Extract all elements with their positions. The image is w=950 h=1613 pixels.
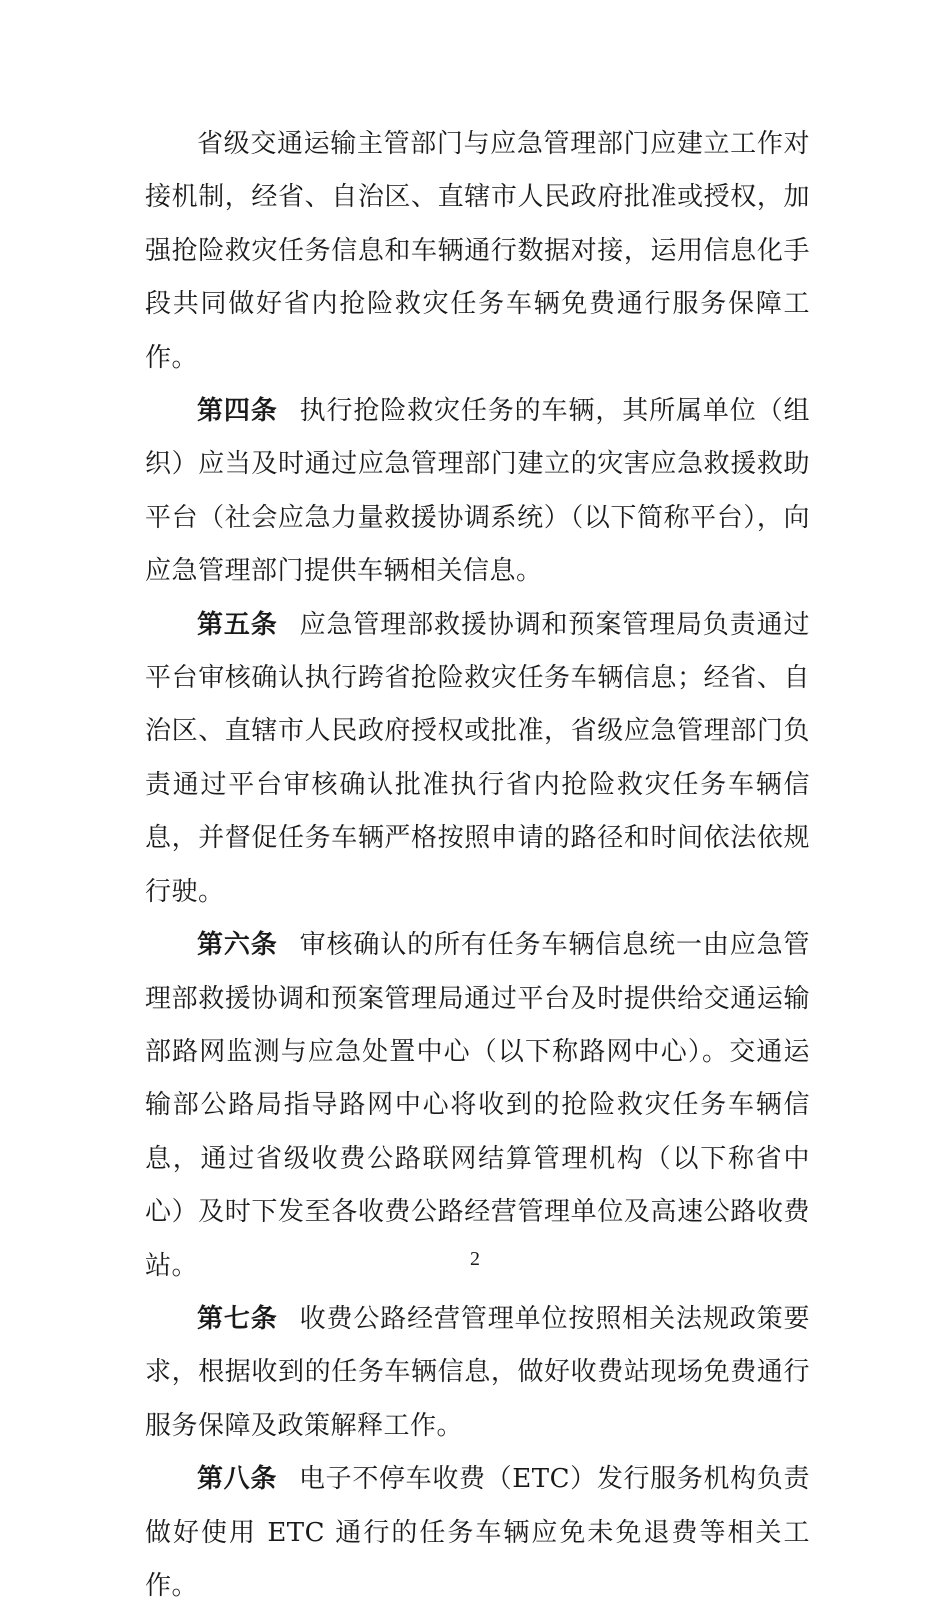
article-text: 审核确认的所有任务车辆信息统一由应急管理部救援协调和预案管理局通过平台及时提供给交通运输部路网监测与应急处置中心（以下称路网中心）。交通运输部公路局指导路网中心将收到的抢险救灾任务车辆信息，通过省级收费公路联网结算管理机构（以下称省中心）及时下发至各收费公路经营管理单位及高速公路收费站。 [145,930,810,1281]
article-7 [145,1293,810,1453]
paragraph-text: 省级交通运输主管部门与应急管理部门应建立工作对接机制，经省、自治区、直辖市人民政府批准或授权，加强抢险救灾任务信息和车辆通行数据对接，运用信息化手段共同做好省内抢险救灾任务车辆免费通行服务保障工作。 [145,129,810,373]
article-heading: 第八条 [197,1464,277,1495]
article-8 [145,1453,810,1613]
document-body [145,118,810,1613]
article-text: 执行抢险救灾任务的车辆，其所属单位（组织）应当及时通过应急管理部门建立的灾害应急救援救助平台（社会应急力量救援协调系统）（以下简称平台），向应急管理部门提供车辆相关信息。 [145,396,810,587]
article-heading: 第五条 [197,609,278,640]
article-text: 电子不停车收费（ETC）发行服务机构负责做好使用 ETC 通行的任务车辆应免未免退费等相关工作。 [145,1464,810,1601]
article-5 [145,599,810,919]
article-text: 收费公路经营管理单位按照相关法规政策要求，根据收到的任务车辆信息，做好收费站现场免费通行服务保障及政策解释工作。 [145,1303,810,1441]
page-number: 2 [470,1248,480,1270]
article-6 [145,919,810,1293]
article-heading: 第六条 [197,930,278,961]
article-heading: 第七条 [197,1303,278,1334]
article-text: 应急管理部救援协调和预案管理局负责通过平台审核确认执行跨省抢险救灾任务车辆信息；经省、自治区、直辖市人民政府授权或批准，省级应急管理部门负责通过平台审核确认批准执行省内抢险救灾任务车辆信息，并督促任务车辆严格按照申请的路径和时间依法依规行驶。 [145,609,810,907]
paragraph-intro [145,118,810,385]
article-heading: 第四条 [197,396,278,427]
article-4 [145,385,810,599]
